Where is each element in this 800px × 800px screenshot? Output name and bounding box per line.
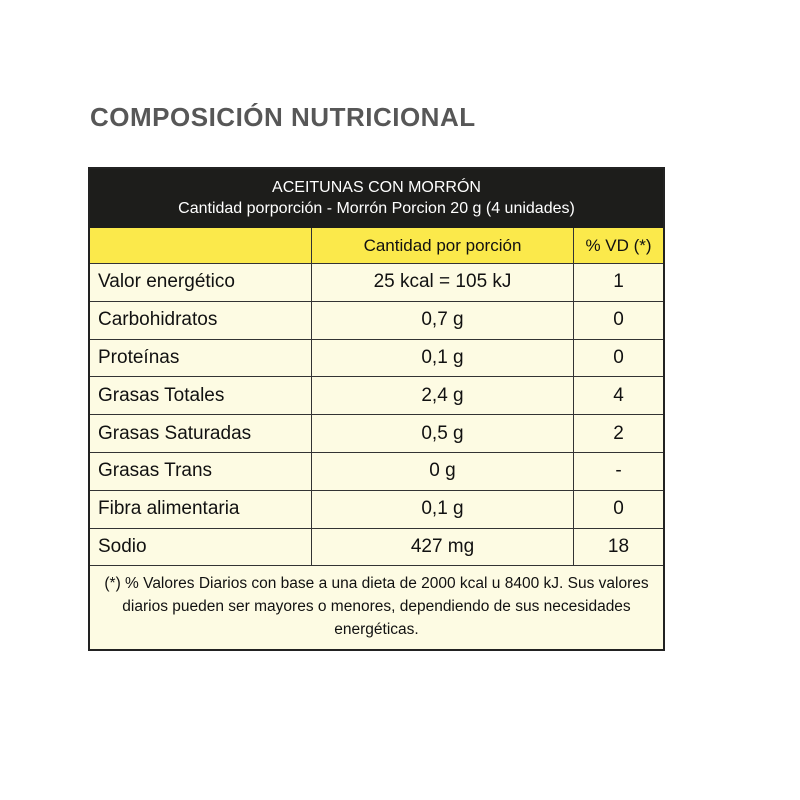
nutrient-name: Grasas Trans [90, 453, 312, 490]
nutrient-name: Carbohidratos [90, 302, 312, 339]
nutrient-vd: 0 [613, 309, 624, 331]
nutrient-vd: 1 [613, 271, 624, 293]
nutrient-amount: 0 g [312, 453, 574, 490]
column-header-nutrient [90, 228, 312, 263]
table-row [90, 263, 663, 301]
nutrient-amount: 0,5 g [312, 415, 574, 452]
footnote: (*) % Valores Diarios con base a una dieta de 2000 kcal u 8400 kJ. Sus valores diarios pueden ser mayores o menores, dependiendo de sus necesidades energéticas. [90, 565, 663, 649]
table-header [90, 169, 663, 228]
nutrient-amount: 25 kcal = 105 kJ [312, 264, 574, 301]
table-row [90, 339, 663, 377]
nutrient-amount: 0,1 g [312, 340, 574, 377]
table-row [90, 528, 663, 566]
nutrient-vd: 18 [607, 535, 630, 557]
column-header-vd: % VD (*) [585, 235, 652, 255]
table-row [90, 490, 663, 528]
table-row [90, 301, 663, 339]
nutrient-name: Grasas Saturadas [90, 415, 312, 452]
nutrient-vd: 4 [613, 384, 624, 406]
nutrient-name: Fibra alimentaria [90, 491, 312, 528]
nutrient-amount: 0,7 g [312, 302, 574, 339]
nutrient-vd: 0 [613, 346, 624, 368]
product-name: ACEITUNAS CON MORRÓN [272, 179, 481, 196]
nutrient-name: Grasas Totales [90, 377, 312, 414]
serving-size: Cantidad porporción - Morrón Porcion 20 g (4 unidades) [178, 200, 575, 217]
column-header-row [90, 228, 663, 263]
table-row [90, 452, 663, 490]
table-row [90, 414, 663, 452]
nutrient-amount: 0,1 g [312, 491, 574, 528]
nutrient-name: Proteínas [90, 340, 312, 377]
nutrient-name: Sodio [90, 529, 312, 566]
nutrient-vd: - [615, 460, 622, 482]
table-row [90, 376, 663, 414]
nutrient-vd: 2 [613, 422, 624, 444]
nutrient-amount: 2,4 g [312, 377, 574, 414]
column-header-amount: Cantidad por porción [312, 228, 574, 263]
nutrient-amount: 427 mg [312, 529, 574, 566]
nutrient-name: Valor energético [90, 264, 312, 301]
nutrient-vd: 0 [613, 498, 624, 520]
page-title: COMPOSICIÓN NUTRICIONAL [90, 102, 476, 132]
nutrition-table [88, 167, 665, 651]
